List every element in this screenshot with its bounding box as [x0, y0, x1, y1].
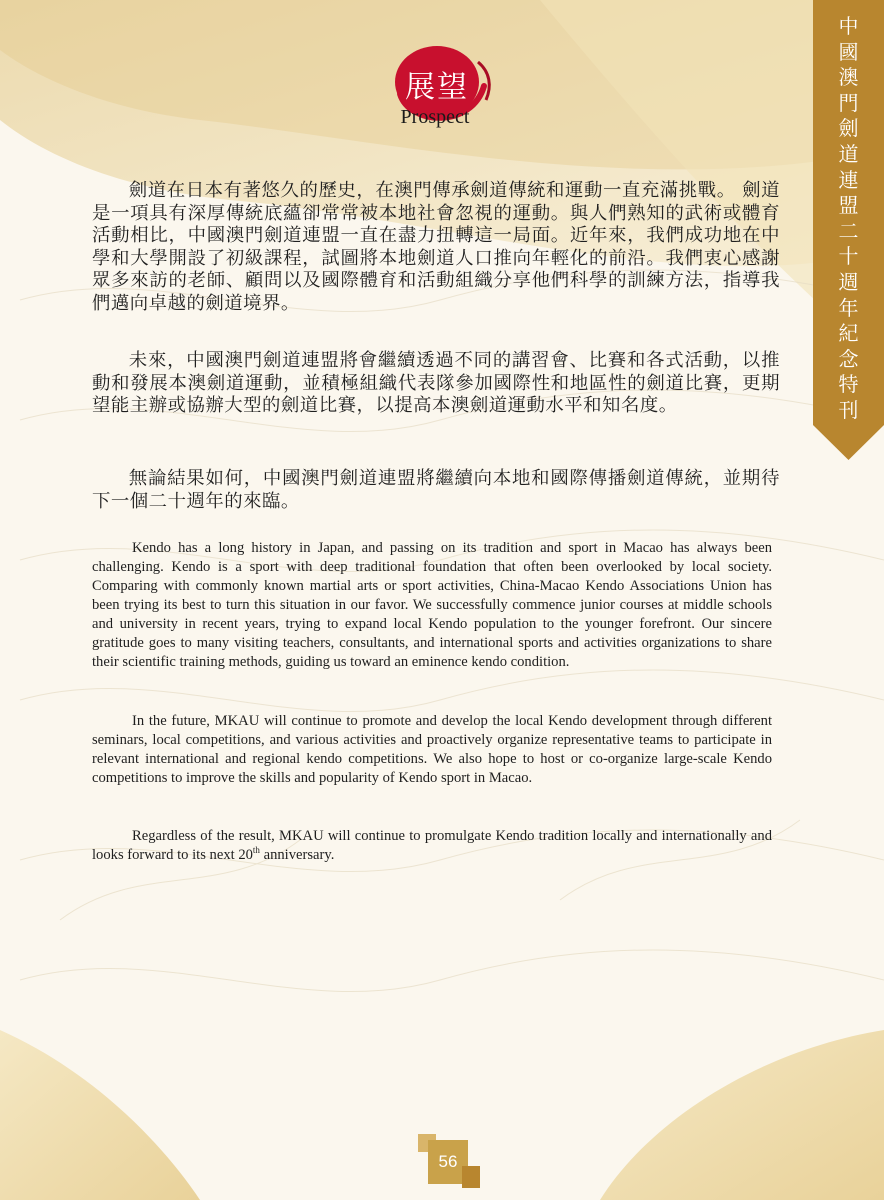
english-paragraph: Kendo has a long history in Japan, and passing on its tradition and sport in Macao has always been challenging. Kendo is a sport with deep traditional foundation that often been overlooked by local society. Comparing with commonly known martial arts or sport activities, China-Macao Kendo Associations Union has been trying its best to turn this situation in our favor. We successfully commence junior courses at middle schools and university in recent years, trying to expand local Kendo population to the younger forefront. Our sincere gratitude goes to many visiting teachers, consultants, and international sports and activities organizations to share their scientific training methods, guiding us toward an eminence kendo condition. — [92, 540, 772, 670]
chinese-paragraph: 未來，中國澳門劍道連盟將會繼續透過不同的講習會、比賽和各式活動，以推動和發展本澳劍道運動，並積極組織代表隊參加國際性和地區性的劍道比賽，更期望能主辦或協辦大型的劍道比賽，以提高本澳劍道運動水平和知名度。 — [92, 350, 780, 417]
chinese-paragraph: 無論結果如何，中國澳門劍道連盟將繼續向本地和國際傳播劍道傳統，並期待下一個二十週年的來臨。 — [92, 468, 780, 512]
chinese-paragraph: 劍道在日本有著悠久的歷史，在澳門傳承劍道傳統和運動一直充滿挑戰。 劍道是一項具有深厚傳統底蘊卻常常被本地社會忽視的運動。與人們熟知的武術或體育活動相比，中國澳門劍道連盟一直在盡力扭轉這一局面。近年來，我們成功地在中學和大學開設了初級課程，試圖將本地劍道人口推向年輕化的前沿。我們衷心感謝眾多來訪的老師、顧問以及國際體育和活動組織分享他們科學的訓練方法，指導我們邁向卓越的劍道境界。 — [92, 180, 780, 314]
publication-side-tab — [813, 0, 884, 460]
page-header — [380, 42, 500, 132]
page-title-chinese: 展望 — [405, 70, 469, 105]
english-paragraph: In the future, MKAU will continue to promote and develop the local Kendo development through different seminars, local competitions, and various activities and proactively organize representative teams to participate in relevant international and regional kendo competitions. We also hope to host or co-organize large-scale Kendo competitions to improve the skills and popularity of Kendo sport in Macao. — [92, 713, 772, 786]
page-number-badge — [418, 1134, 482, 1190]
publication-title-vertical: 中 國 澳 門 劍 道 連 盟 二 十 週 年 紀 念 特 刊 — [838, 14, 859, 422]
page-title-english: Prospect — [400, 106, 470, 128]
english-paragraph-last: Regardless of the result, MKAU will continue to promulgate Kendo tradition locally and internationally and looks forward to its next 20th anniversary. — [92, 828, 772, 863]
page-number: 56 — [438, 1152, 458, 1171]
